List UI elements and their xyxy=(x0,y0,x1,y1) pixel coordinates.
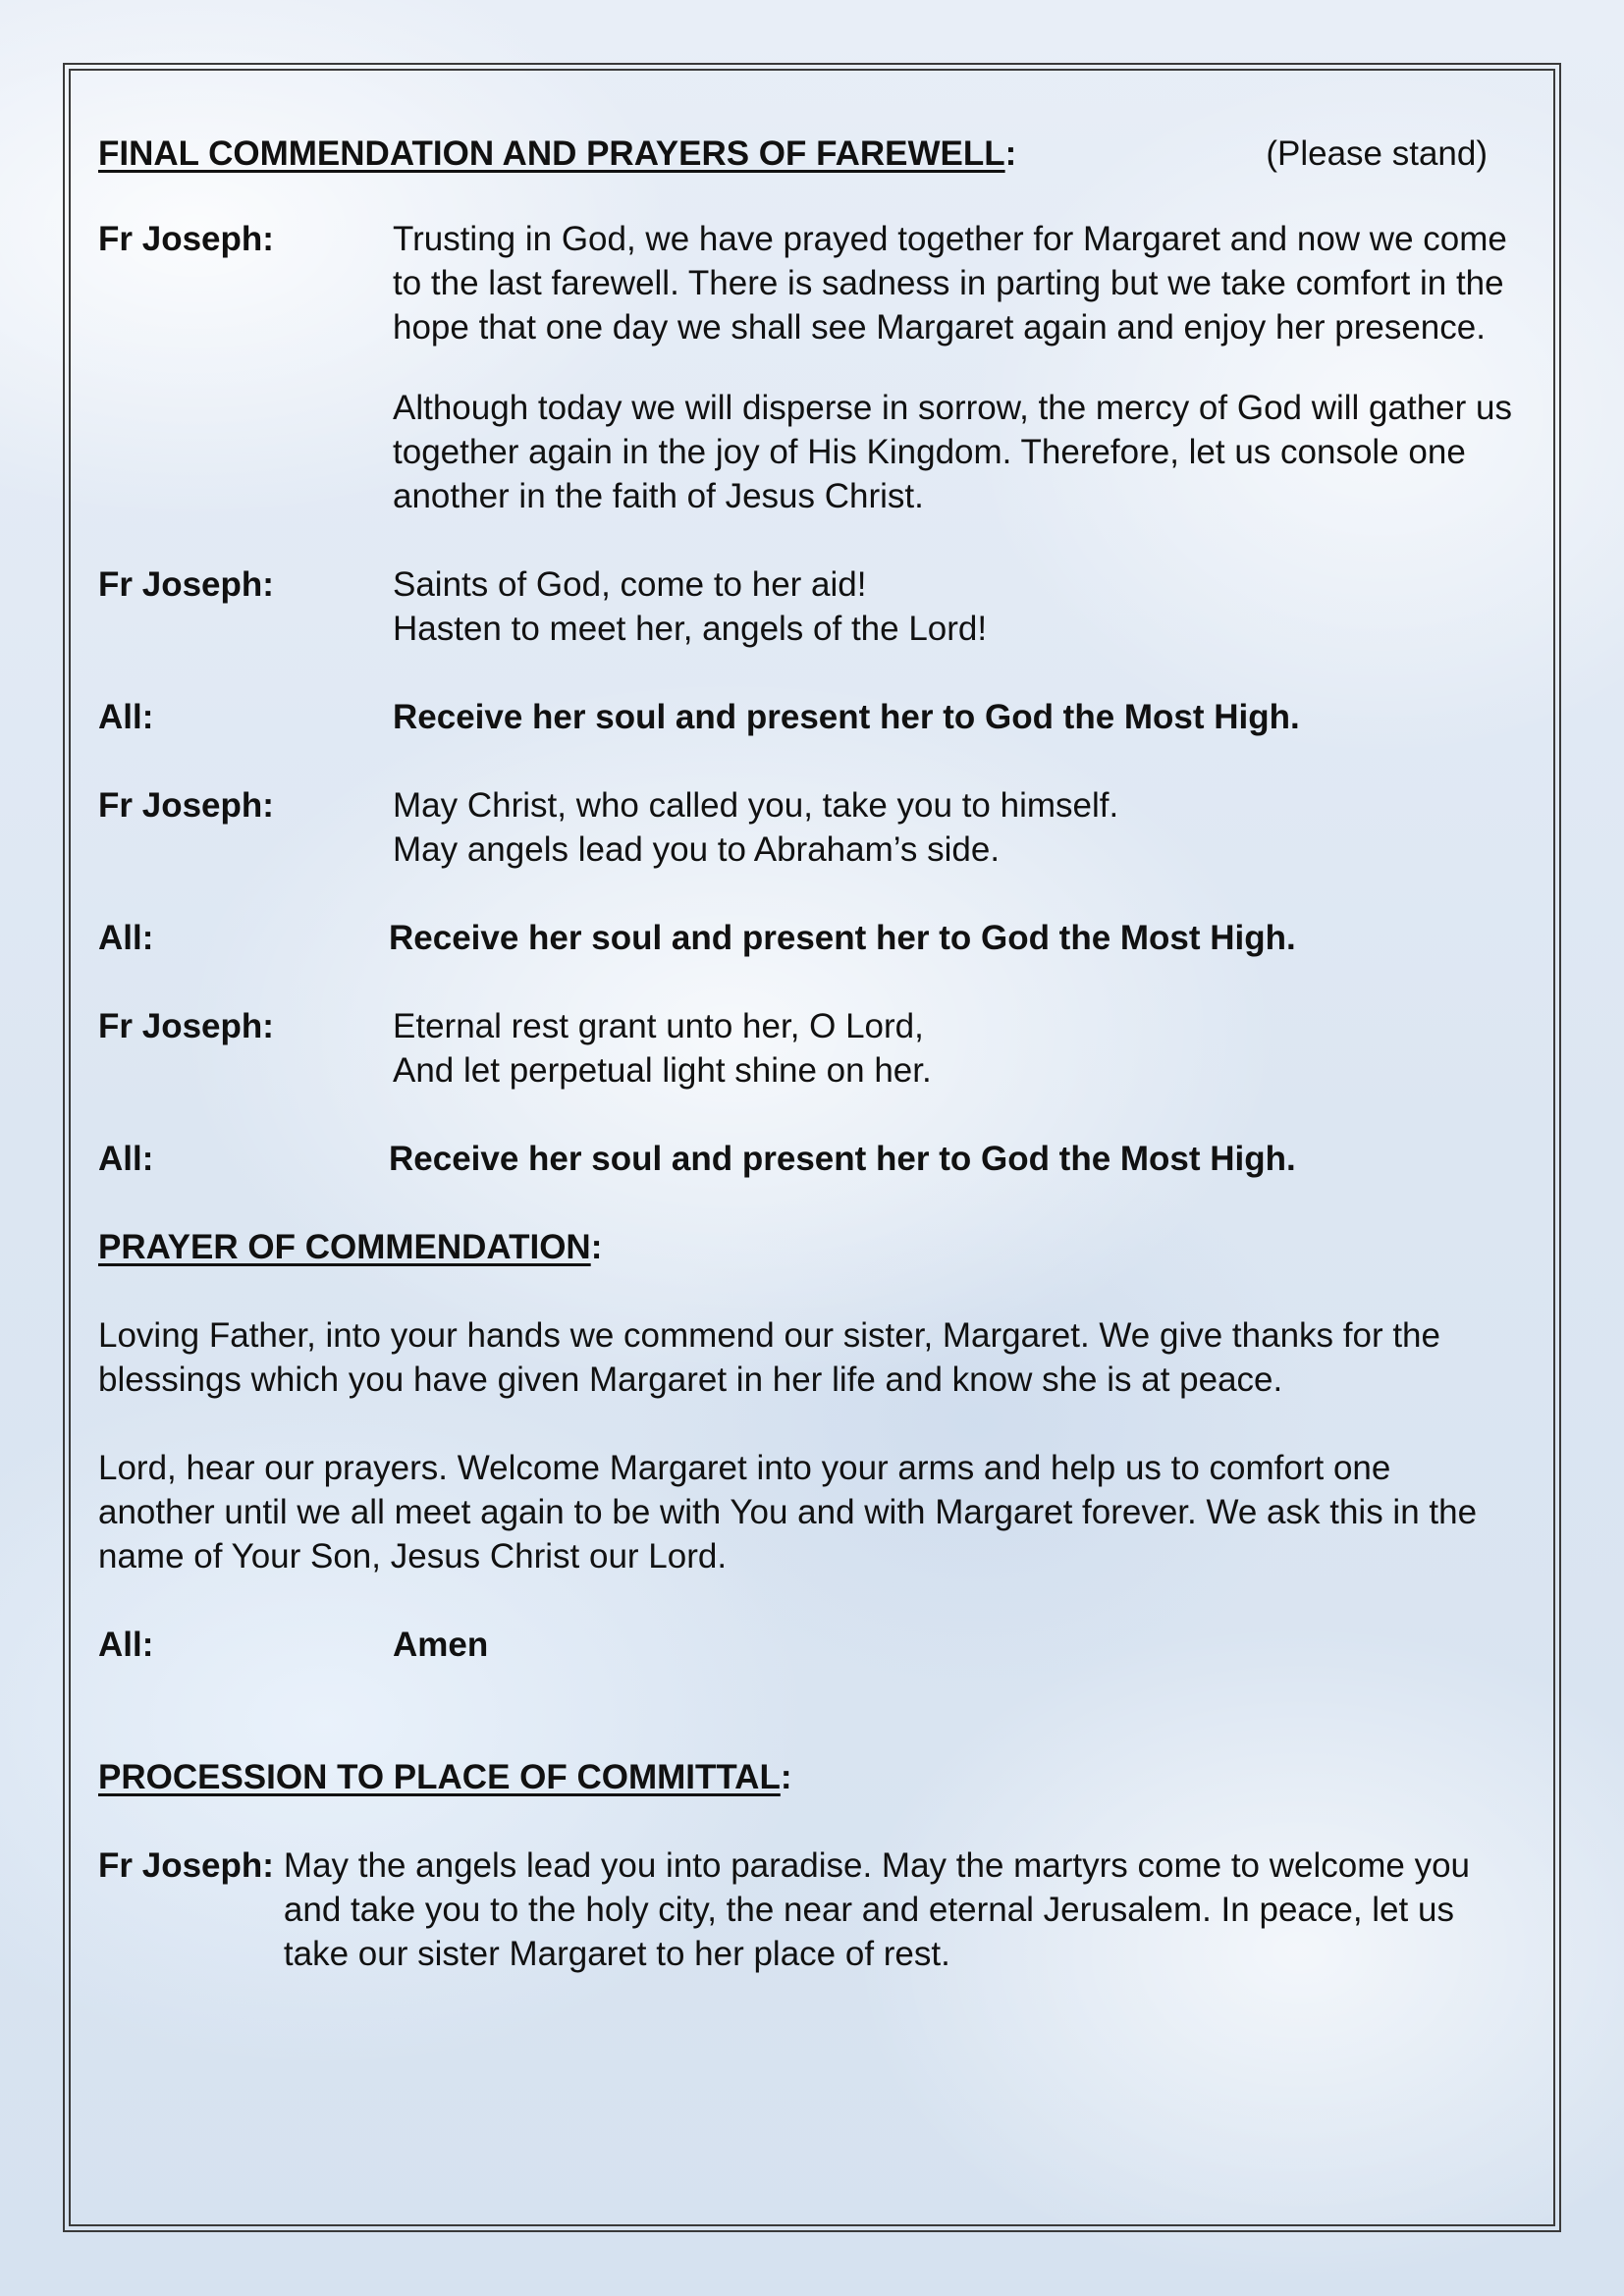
farewell-heading xyxy=(98,132,1016,176)
stand-instruction: (Please stand) xyxy=(1266,134,1488,173)
speaker-label: All: xyxy=(98,1626,154,1664)
amen-text: Amen xyxy=(393,1626,489,1664)
farewell-block-3-text xyxy=(393,783,1527,872)
procession-heading-colon: : xyxy=(780,1758,792,1796)
response-text: Receive her soul and present her to God the Most High. xyxy=(389,1140,1296,1178)
spacer xyxy=(98,1711,1527,1755)
prayer-line: Eternal rest grant unto her, O Lord, xyxy=(393,1007,924,1045)
commendation-paragraph-1: Loving Father, into your hands we commend our sister, Margaret. We give thanks for the blessings which you have given Margaret in her life and know she is at peace. xyxy=(98,1316,1440,1399)
response-text: Receive her soul and present her to God the Most High. xyxy=(389,919,1296,957)
farewell-block-1-text xyxy=(393,217,1527,518)
prayer-line: Hasten to meet her, angels of the Lord! xyxy=(393,610,988,648)
speaker-label: All: xyxy=(98,1140,154,1178)
commendation-heading-text: PRAYER OF COMMENDATION xyxy=(98,1228,591,1266)
farewell-block-1 xyxy=(98,217,1527,518)
procession-heading xyxy=(98,1755,1527,1799)
prayer-line: May angels lead you to Abraham’s side. xyxy=(393,830,1001,869)
farewell-paragraph-1: Trusting in God, we have prayed together for Margaret and now we come to the last farewell. There is sadness in parting but we take comfort in the hope that one day we shall see Margaret again and enjoy her presence. xyxy=(393,220,1507,347)
farewell-block-3 xyxy=(98,783,1527,872)
commendation-paragraph-2: Lord, hear our prayers. Welcome Margaret into your arms and help us to comfort one another until we all meet again to be with You and with Margaret forever. We ask this in the name of Your Son, Jesus Christ our Lord. xyxy=(98,1449,1478,1575)
response-text: Receive her soul and present her to God the Most High. xyxy=(393,698,1300,736)
response-1 xyxy=(98,695,1527,739)
commendation-heading-colon: : xyxy=(590,1228,603,1266)
speaker-label: Fr Joseph: xyxy=(98,1007,274,1045)
farewell-heading-row xyxy=(98,132,1527,176)
farewell-block-4 xyxy=(98,1004,1527,1093)
speaker-label: Fr Joseph: xyxy=(98,1846,274,1885)
response-2 xyxy=(98,916,1527,960)
farewell-heading-colon: : xyxy=(1004,134,1017,173)
prayer-line: And let perpetual light shine on her. xyxy=(393,1051,932,1090)
farewell-heading-text: FINAL COMMENDATION AND PRAYERS OF FAREWELL xyxy=(98,134,1005,173)
speaker-label: All: xyxy=(98,698,154,736)
order-of-service-content xyxy=(98,132,1527,1976)
amen-response xyxy=(98,1623,1527,1667)
speaker-label: Fr Joseph: xyxy=(98,220,274,258)
speaker-label: All: xyxy=(98,919,154,957)
response-3 xyxy=(98,1137,1527,1181)
procession-text: May the angels lead you into paradise. May the martyrs come to welcome you and take you to the holy city, the near and eternal Jerusalem. In peace, let us take our sister Margaret to her place of rest. xyxy=(283,1846,1471,1973)
procession-block xyxy=(98,1843,1527,1976)
farewell-block-2-text xyxy=(393,562,1527,651)
speaker-label: Fr Joseph: xyxy=(98,565,274,604)
farewell-block-4-text xyxy=(393,1004,1527,1093)
farewell-block-2 xyxy=(98,562,1527,651)
procession-heading-text: PROCESSION TO PLACE OF COMMITTAL xyxy=(98,1758,781,1796)
farewell-paragraph-2: Although today we will disperse in sorrow, the mercy of God will gather us together again in the joy of His Kingdom. Therefore, let us console one another in the faith of Jesus Christ. xyxy=(393,389,1512,515)
commendation-heading xyxy=(98,1225,1527,1269)
speaker-label: Fr Joseph: xyxy=(98,786,274,825)
prayer-line: May Christ, who called you, take you to himself. xyxy=(393,786,1119,825)
prayer-line: Saints of God, come to her aid! xyxy=(393,565,867,604)
